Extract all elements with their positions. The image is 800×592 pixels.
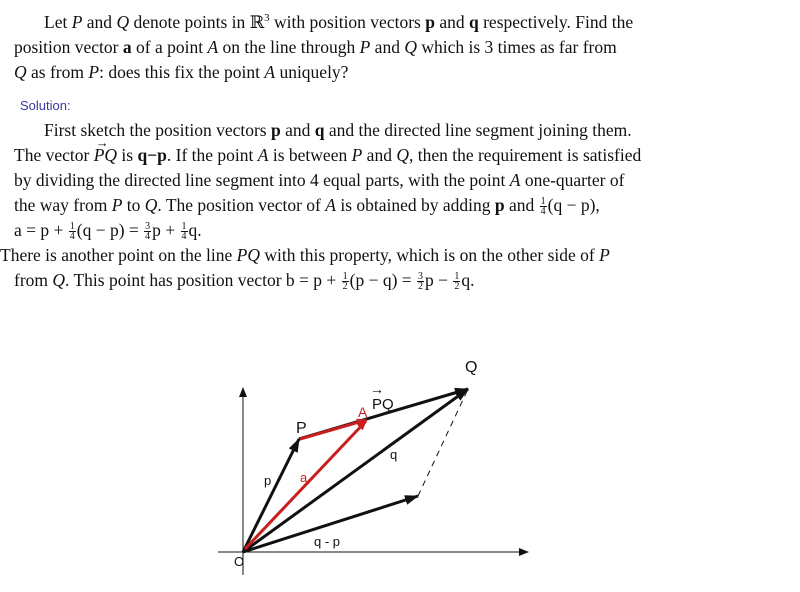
label-q-minus-p: q - p — [314, 534, 341, 549]
fraction: $\frac{1}{4}$ — [181, 221, 187, 243]
fraction: $\frac{1}{2}$ — [454, 271, 460, 293]
pq-arrow-glyph: → — [370, 381, 384, 397]
label-O: O — [234, 554, 245, 569]
problem-line-1: Let P and Q denote points in ℝ$^3$ with position vectors p and q respectively. Find the — [44, 11, 634, 32]
fraction: $\frac{1}{4}$ — [540, 196, 546, 218]
fraction: $\frac{1}{4}$ — [69, 221, 75, 243]
label-P: P — [296, 420, 307, 437]
label-Q: Q — [465, 359, 478, 376]
label-A: A — [358, 404, 368, 420]
solution-line-5: a = p + $\frac{1}{4}$ (q − p) = $\frac{3}{4}$ p + $\frac{1}{4}$ q. — [14, 220, 202, 243]
problem-line-2: position vector a of a point A on the line through P and Q which is 3 times as far from — [14, 36, 617, 57]
solution-line-4: the way from P to Q. The position vector of A is obtained by adding p and $\frac{1}{4}$ (q − p), — [14, 195, 600, 218]
solution-label: Solution: — [20, 98, 71, 113]
label-q: q — [390, 447, 398, 462]
dashed-parallel-line — [418, 389, 468, 496]
solution-line-7: from Q. This point has position vector b = p + $\frac{1}{2}$ (p − q) = $\frac{3}{2}$ p − $\frac{1}{2}$ q. — [14, 270, 475, 293]
fraction: $\frac{3}{2}$ — [418, 271, 424, 293]
fraction: $\frac{3}{4}$ — [145, 221, 151, 243]
label-PQ: PQ — [372, 396, 394, 413]
label-a: a — [300, 470, 308, 485]
vector-q — [243, 389, 468, 552]
fraction: $\frac{1}{2}$ — [342, 271, 348, 293]
label-p: p — [264, 473, 272, 488]
problem-line-3: Q as from P: does this fix the point A uniquely? — [14, 61, 349, 82]
vector-p — [243, 439, 299, 552]
solution-line-3: by dividing the directed line segment into 4 equal parts, with the point A one-quarter of — [14, 170, 625, 190]
solution-line-1: First sketch the position vectors p and q and the directed line segment joining them. — [44, 120, 632, 140]
solution-line-6: There is another point on the line PQ with this property, which is on the other side of P — [0, 245, 610, 265]
solution-line-2: The vector → PQ is q−p. If the point A is between P and Q, then the requirement is satisfied — [14, 143, 786, 168]
